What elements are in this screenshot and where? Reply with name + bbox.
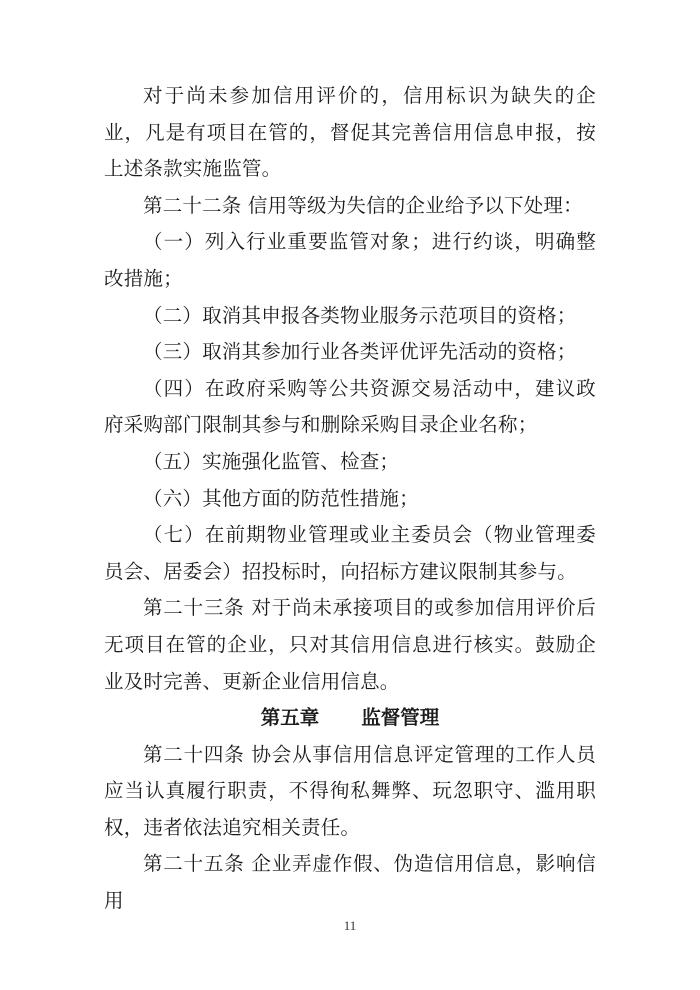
article-22-heading: 第二十二条 信用等级为失信的企业给予以下处理： [143, 193, 583, 217]
chapter-heading [104, 700, 596, 737]
article-22-item-4: （四）在政府采购等公共资源交易活动中，建议政府采购部门限制其参与和删除采购目录企业名称； [104, 376, 596, 437]
document-body [104, 78, 596, 920]
article-22-item-5: （五）实施强化监管、检查； [143, 449, 400, 473]
article-22-item-1: （一）列入行业重要监管对象；进行约谈，明确整改措施； [104, 230, 596, 290]
chapter-number: 第五章 [260, 706, 320, 730]
article-25: 第二十五条 企业弄虚作假、伪造信用信息，影响信用 [104, 852, 596, 913]
article-22-item-6: （六）其他方面的防范性措施； [143, 486, 419, 510]
chapter-title: 监督管理 [361, 706, 440, 730]
article-22-item-2: （二）取消其申报各类物业服务示范项目的资格； [143, 303, 577, 327]
article-22-item-7: （七）在前期物业管理或业主委员会（物业管理委员会、居委会）招投标时，向招标方建议限制其参与。 [104, 523, 596, 583]
article-24: 第二十四条 协会从事信用信息评定管理的工作人员应当认真履行职责，不得徇私舞弊、玩忽职守、滥用职权，违者依法追究相关责任。 [104, 742, 596, 839]
article-22-item-3: （三）取消其参加行业各类评优评先活动的资格； [143, 340, 577, 364]
paragraph-missing-credit: 对于尚未参加信用评价的，信用标识为缺失的企业，凡是有项目在管的，督促其完善信用信息申报，按上述条款实施监管。 [104, 84, 596, 181]
article-23: 第二十三条 对于尚未承接项目的或参加信用评价后无项目在管的企业，只对其信用信息进行核实。鼓励企业及时完善、更新企业信用信息。 [104, 596, 596, 693]
page-number: 11 [343, 918, 357, 933]
